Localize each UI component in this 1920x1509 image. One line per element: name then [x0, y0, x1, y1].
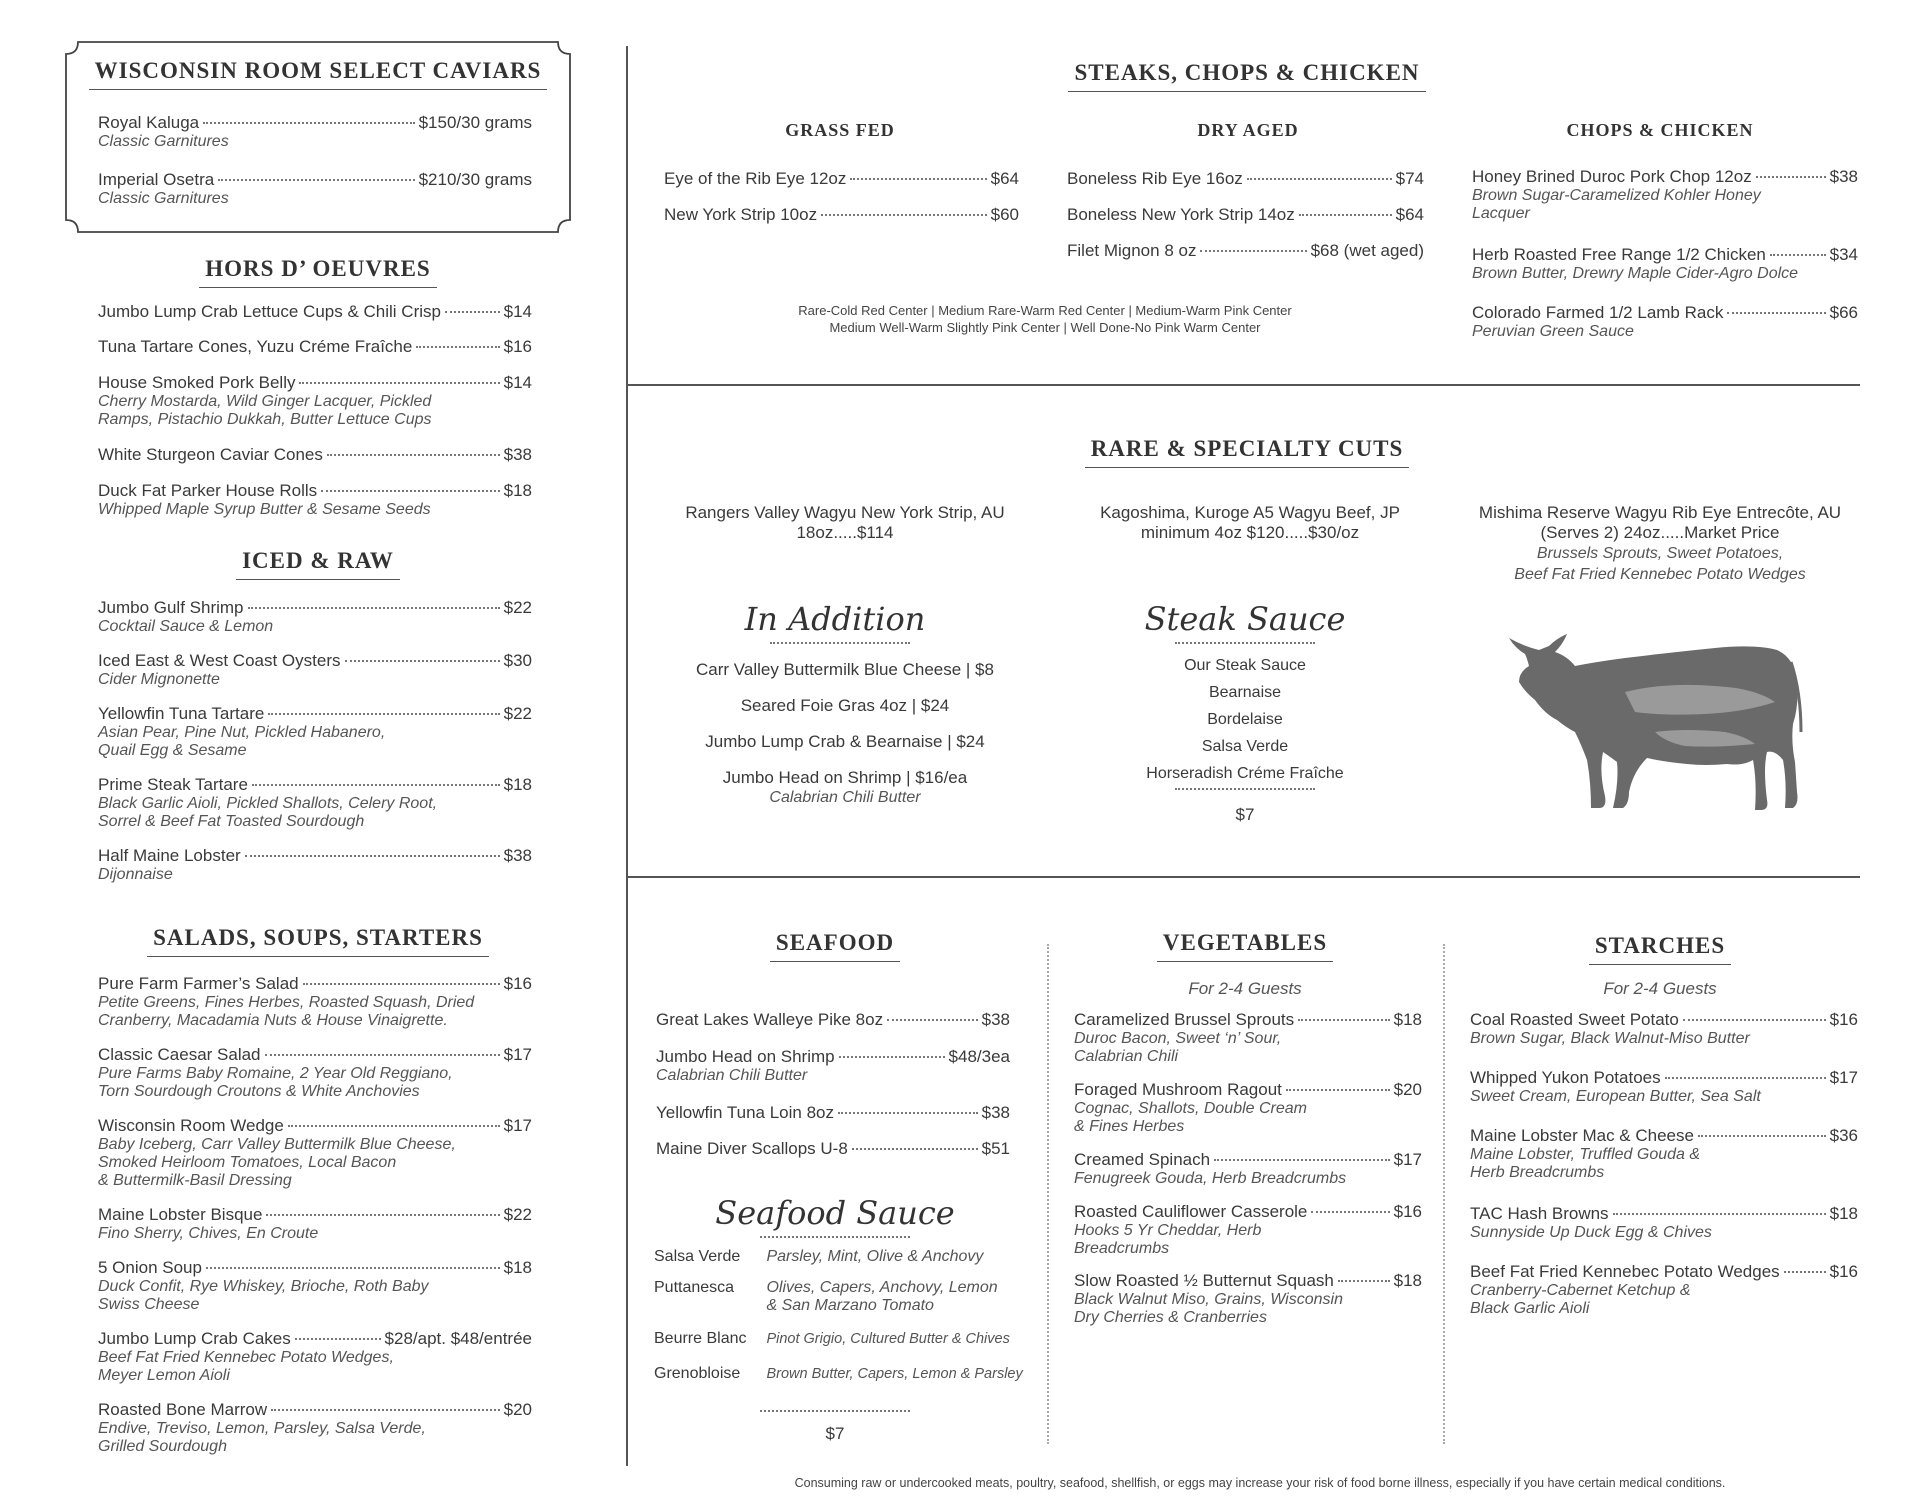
vegetables-title: VEGETABLES — [1110, 930, 1380, 962]
menu-item: Yellowfin Tuna Loin 8oz $38 — [656, 1103, 1010, 1122]
caviar-item: Imperial Osetra $210/30 grams Classic Garnitures — [98, 170, 532, 207]
sauce-item: Horseradish Créme Fraîche — [1146, 765, 1344, 782]
menu-item: New York Strip 10oz $60 — [664, 205, 1019, 224]
menu-item: Pure Farm Farmer’s Salad $16 Petite Greens, Fines Herbes, Roasted Squash, Dried Cranberry, Macadamia Nuts & House Vinaigrette. — [98, 974, 532, 1029]
menu-item: Caramelized Brussel Sprouts $18 Duroc Bacon, Sweet ‘n’ Sour, Calabrian Chili — [1074, 1010, 1422, 1065]
grass-fed-title: GRASS FED — [785, 120, 895, 140]
sauce-row: Puttanesca Olives, Capers, Anchovy, Lemon & San Marzano Tomato — [654, 1279, 998, 1314]
menu-item: Foraged Mushroom Ragout $20 Cognac, Shallots, Double Cream & Fines Herbes — [1074, 1080, 1422, 1135]
dotted-rule — [760, 1410, 910, 1412]
seafood-sauce-title: Seafood Sauce — [715, 1194, 955, 1232]
cow-icon — [1505, 632, 1805, 817]
menu-item: White Sturgeon Caviar Cones $38 — [98, 445, 532, 464]
rare-title: RARE & SPECIALTY CUTS — [1000, 436, 1494, 468]
temperature-guide: Rare-Cold Red Center | Medium Rare-Warm Red Center | Medium-Warm Pink Center Medium Well-Warm Slightly Pink Center | Well Done-No Pink Warm Center — [798, 303, 1292, 335]
section-divider — [627, 876, 1860, 878]
menu-item: Creamed Spinach $17 Fenugreek Gouda, Herb Breadcrumbs — [1074, 1150, 1422, 1187]
footer-disclaimer: Consuming raw or undercooked meats, poultry, seafood, shellfish, or eggs may increase your risk of food borne illness, especially if you have certain medical conditions. — [794, 1476, 1726, 1490]
chops-title: CHOPS & CHICKEN — [1566, 120, 1754, 140]
seafood-sauce-price: $7 — [825, 1424, 845, 1443]
dotted-rule — [1175, 642, 1315, 644]
hors-title: HORS D’ OEUVRES — [64, 256, 572, 288]
menu-item: Filet Mignon 8 oz $68 (wet aged) — [1067, 241, 1424, 260]
sauce-name: Beurre Blanc — [654, 1330, 747, 1347]
salads-title: SALADS, SOUPS, STARTERS — [64, 925, 572, 957]
caviar-item: Royal Kaluga $150/30 grams Classic Garnitures — [98, 113, 532, 150]
sauce-row: Grenobloise Brown Butter, Capers, Lemon & Parsley — [654, 1365, 1023, 1382]
addition-item: Jumbo Head on Shrimp | $16/ea — [722, 768, 968, 787]
menu-item: Prime Steak Tartare $18 Black Garlic Aioli, Pickled Shallots, Celery Root, Sorrel & Beef Fat Toasted Sourdough — [98, 775, 532, 830]
dry-aged-title: DRY AGED — [1197, 120, 1299, 140]
menu-item: 5 Onion Soup $18 Duck Confit, Rye Whiskey, Brioche, Roth Baby Swiss Cheese — [98, 1258, 532, 1313]
addition-list: Carr Valley Buttermilk Blue Cheese | $8 Seared Foie Gras 4oz | $24 Jumbo Lump Crab & Bearnaise | $24 Jumbo Head on Shrimp | $16/ea Calabrian Chili Butter — [650, 660, 1040, 807]
menu-item: Great Lakes Walleye Pike 8oz $38 — [656, 1010, 1010, 1029]
dotted-rule — [770, 642, 910, 644]
menu-item: Herb Roasted Free Range 1/2 Chicken $34 Brown Butter, Drewry Maple Cider-Agro Dolce — [1472, 245, 1858, 282]
sauce-name: Puttanesca — [654, 1279, 735, 1296]
addition-item: Carr Valley Buttermilk Blue Cheese | $8 — [696, 660, 994, 679]
menu-item: Classic Caesar Salad $17 Pure Farms Baby Romaine, 2 Year Old Reggiano, Torn Sourdough Croutons & White Anchovies — [98, 1045, 532, 1100]
menu-item: Half Maine Lobster $38 Dijonnaise — [98, 846, 532, 883]
menu-item: Boneless Rib Eye 16oz $74 — [1067, 169, 1424, 188]
menu-item: Maine Lobster Bisque $22 Fino Sherry, Chives, En Croute — [98, 1205, 532, 1242]
iced-title: ICED & RAW — [64, 548, 572, 580]
menu-item: Whipped Yukon Potatoes $17 Sweet Cream, European Butter, Sea Salt — [1470, 1068, 1858, 1105]
section-divider — [627, 384, 1860, 386]
sauce-item: Salsa Verde — [1201, 738, 1289, 755]
starches-title: STARCHES — [1525, 933, 1795, 965]
sauce-item: Our Steak Sauce — [1184, 657, 1306, 674]
menu-item: TAC Hash Browns $18 Sunnyside Up Duck Egg & Chives — [1470, 1204, 1858, 1241]
rare-item: Rangers Valley Wagyu New York Strip, AU 18oz.....$114 — [685, 503, 1005, 542]
steak-sauce-price: $7 — [1235, 805, 1255, 824]
menu-item: Colorado Farmed 1/2 Lamb Rack $66 Peruvian Green Sauce — [1472, 303, 1858, 340]
steak-sauce-list — [1100, 652, 1390, 787]
column-divider — [626, 46, 628, 1466]
rare-item: Kagoshima, Kuroge A5 Wagyu Beef, JP minimum 4oz $120.....$30/oz — [1100, 503, 1400, 542]
menu-item: Honey Brined Duroc Pork Chop 12oz $38 Brown Sugar-Caramelized Kohler Honey Lacquer — [1472, 167, 1858, 222]
sauce-row: Beurre Blanc Pinot Grigio, Cultured Butter & Chives — [654, 1330, 1010, 1347]
menu-item: Boneless New York Strip 14oz $64 — [1067, 205, 1424, 224]
vegetables-subtitle: For 2-4 Guests — [1188, 979, 1302, 998]
menu-item: Jumbo Lump Crab Lettuce Cups & Chili Crisp $14 — [98, 302, 532, 321]
seafood-title: SEAFOOD — [700, 930, 970, 962]
menu-item: Jumbo Head on Shrimp $48/3ea Calabrian Chili Butter — [656, 1047, 1010, 1084]
menu-item: Beef Fat Fried Kennebec Potato Wedges $16 Cranberry-Cabernet Ketchup & Black Garlic Aioli — [1470, 1262, 1858, 1317]
menu-item: Wisconsin Room Wedge $17 Baby Iceberg, Carr Valley Buttermilk Blue Cheese, Smoked Heirloom Tomatoes, Local Bacon & Buttermilk-Basil Dressing — [98, 1116, 532, 1189]
menu-item: Yellowfin Tuna Tartare $22 Asian Pear, Pine Nut, Pickled Habanero, Quail Egg & Sesame — [98, 704, 532, 759]
dotted-rule — [1175, 788, 1315, 790]
column-divider-dotted — [1443, 944, 1445, 1444]
menu-item: Roasted Bone Marrow $20 Endive, Treviso, Lemon, Parsley, Salsa Verde, Grilled Sourdough — [98, 1400, 532, 1455]
steaks-title: STEAKS, CHOPS & CHICKEN — [1000, 60, 1494, 92]
sauce-item: Bearnaise — [1208, 684, 1282, 701]
starches-subtitle: For 2-4 Guests — [1603, 979, 1717, 998]
addition-item: Jumbo Lump Crab & Bearnaise | $24 — [705, 732, 985, 751]
menu-item: Jumbo Lump Crab Cakes $28/apt. $48/entrée Beef Fat Fried Kennebec Potato Wedges, Meyer Lemon Aioli — [98, 1329, 532, 1384]
menu-item: Eye of the Rib Eye 12oz $64 — [664, 169, 1019, 188]
sauce-row: Salsa Verde Parsley, Mint, Olive & Anchovy — [654, 1248, 984, 1265]
menu-item: Coal Roasted Sweet Potato $16 Brown Sugar, Black Walnut-Miso Butter — [1470, 1010, 1858, 1047]
menu-item: Duck Fat Parker House Rolls $18 Whipped Maple Syrup Butter & Sesame Seeds — [98, 481, 532, 518]
steak-sauce-title: Steak Sauce — [1144, 600, 1346, 638]
menu-item: House Smoked Pork Belly $14 Cherry Mostarda, Wild Ginger Lacquer, Pickled Ramps, Pistachio Dukkah, Butter Lettuce Cups — [98, 373, 532, 428]
menu-item: Tuna Tartare Cones, Yuzu Créme Fraîche $16 — [98, 337, 532, 356]
addition-item: Seared Foie Gras 4oz | $24 — [740, 696, 950, 715]
menu-item: Slow Roasted ½ Butternut Squash $18 Black Walnut Miso, Grains, Wisconsin Dry Cherries & Cranberries — [1074, 1271, 1422, 1326]
column-divider-dotted — [1047, 944, 1049, 1444]
caviars-title: WISCONSIN ROOM SELECT CAVIARS — [80, 58, 556, 90]
menu-item: Maine Diver Scallops U-8 $51 — [656, 1139, 1010, 1158]
in-addition-title: In Addition — [744, 600, 926, 638]
sauce-name: Grenobloise — [654, 1365, 741, 1382]
rare-item: Mishima Reserve Wagyu Rib Eye Entrecôte, AU (Serves 2) 24oz.....Market Price Brussels Sprouts, Sweet Potatoes, Beef Fat Fried Kennebec Potato Wedges — [1478, 503, 1842, 583]
menu-item: Iced East & West Coast Oysters $30 Cider Mignonette — [98, 651, 532, 688]
sauce-name: Salsa Verde — [654, 1248, 741, 1265]
menu-item: Jumbo Gulf Shrimp $22 Cocktail Sauce & Lemon — [98, 598, 532, 635]
menu-item: Roasted Cauliflower Casserole $16 Hooks 5 Yr Cheddar, Herb Breadcrumbs — [1074, 1202, 1422, 1257]
sauce-item: Bordelaise — [1207, 711, 1283, 728]
menu-item: Maine Lobster Mac & Cheese $36 Maine Lobster, Truffled Gouda & Herb Breadcrumbs — [1470, 1126, 1858, 1181]
dotted-rule — [760, 1236, 910, 1238]
